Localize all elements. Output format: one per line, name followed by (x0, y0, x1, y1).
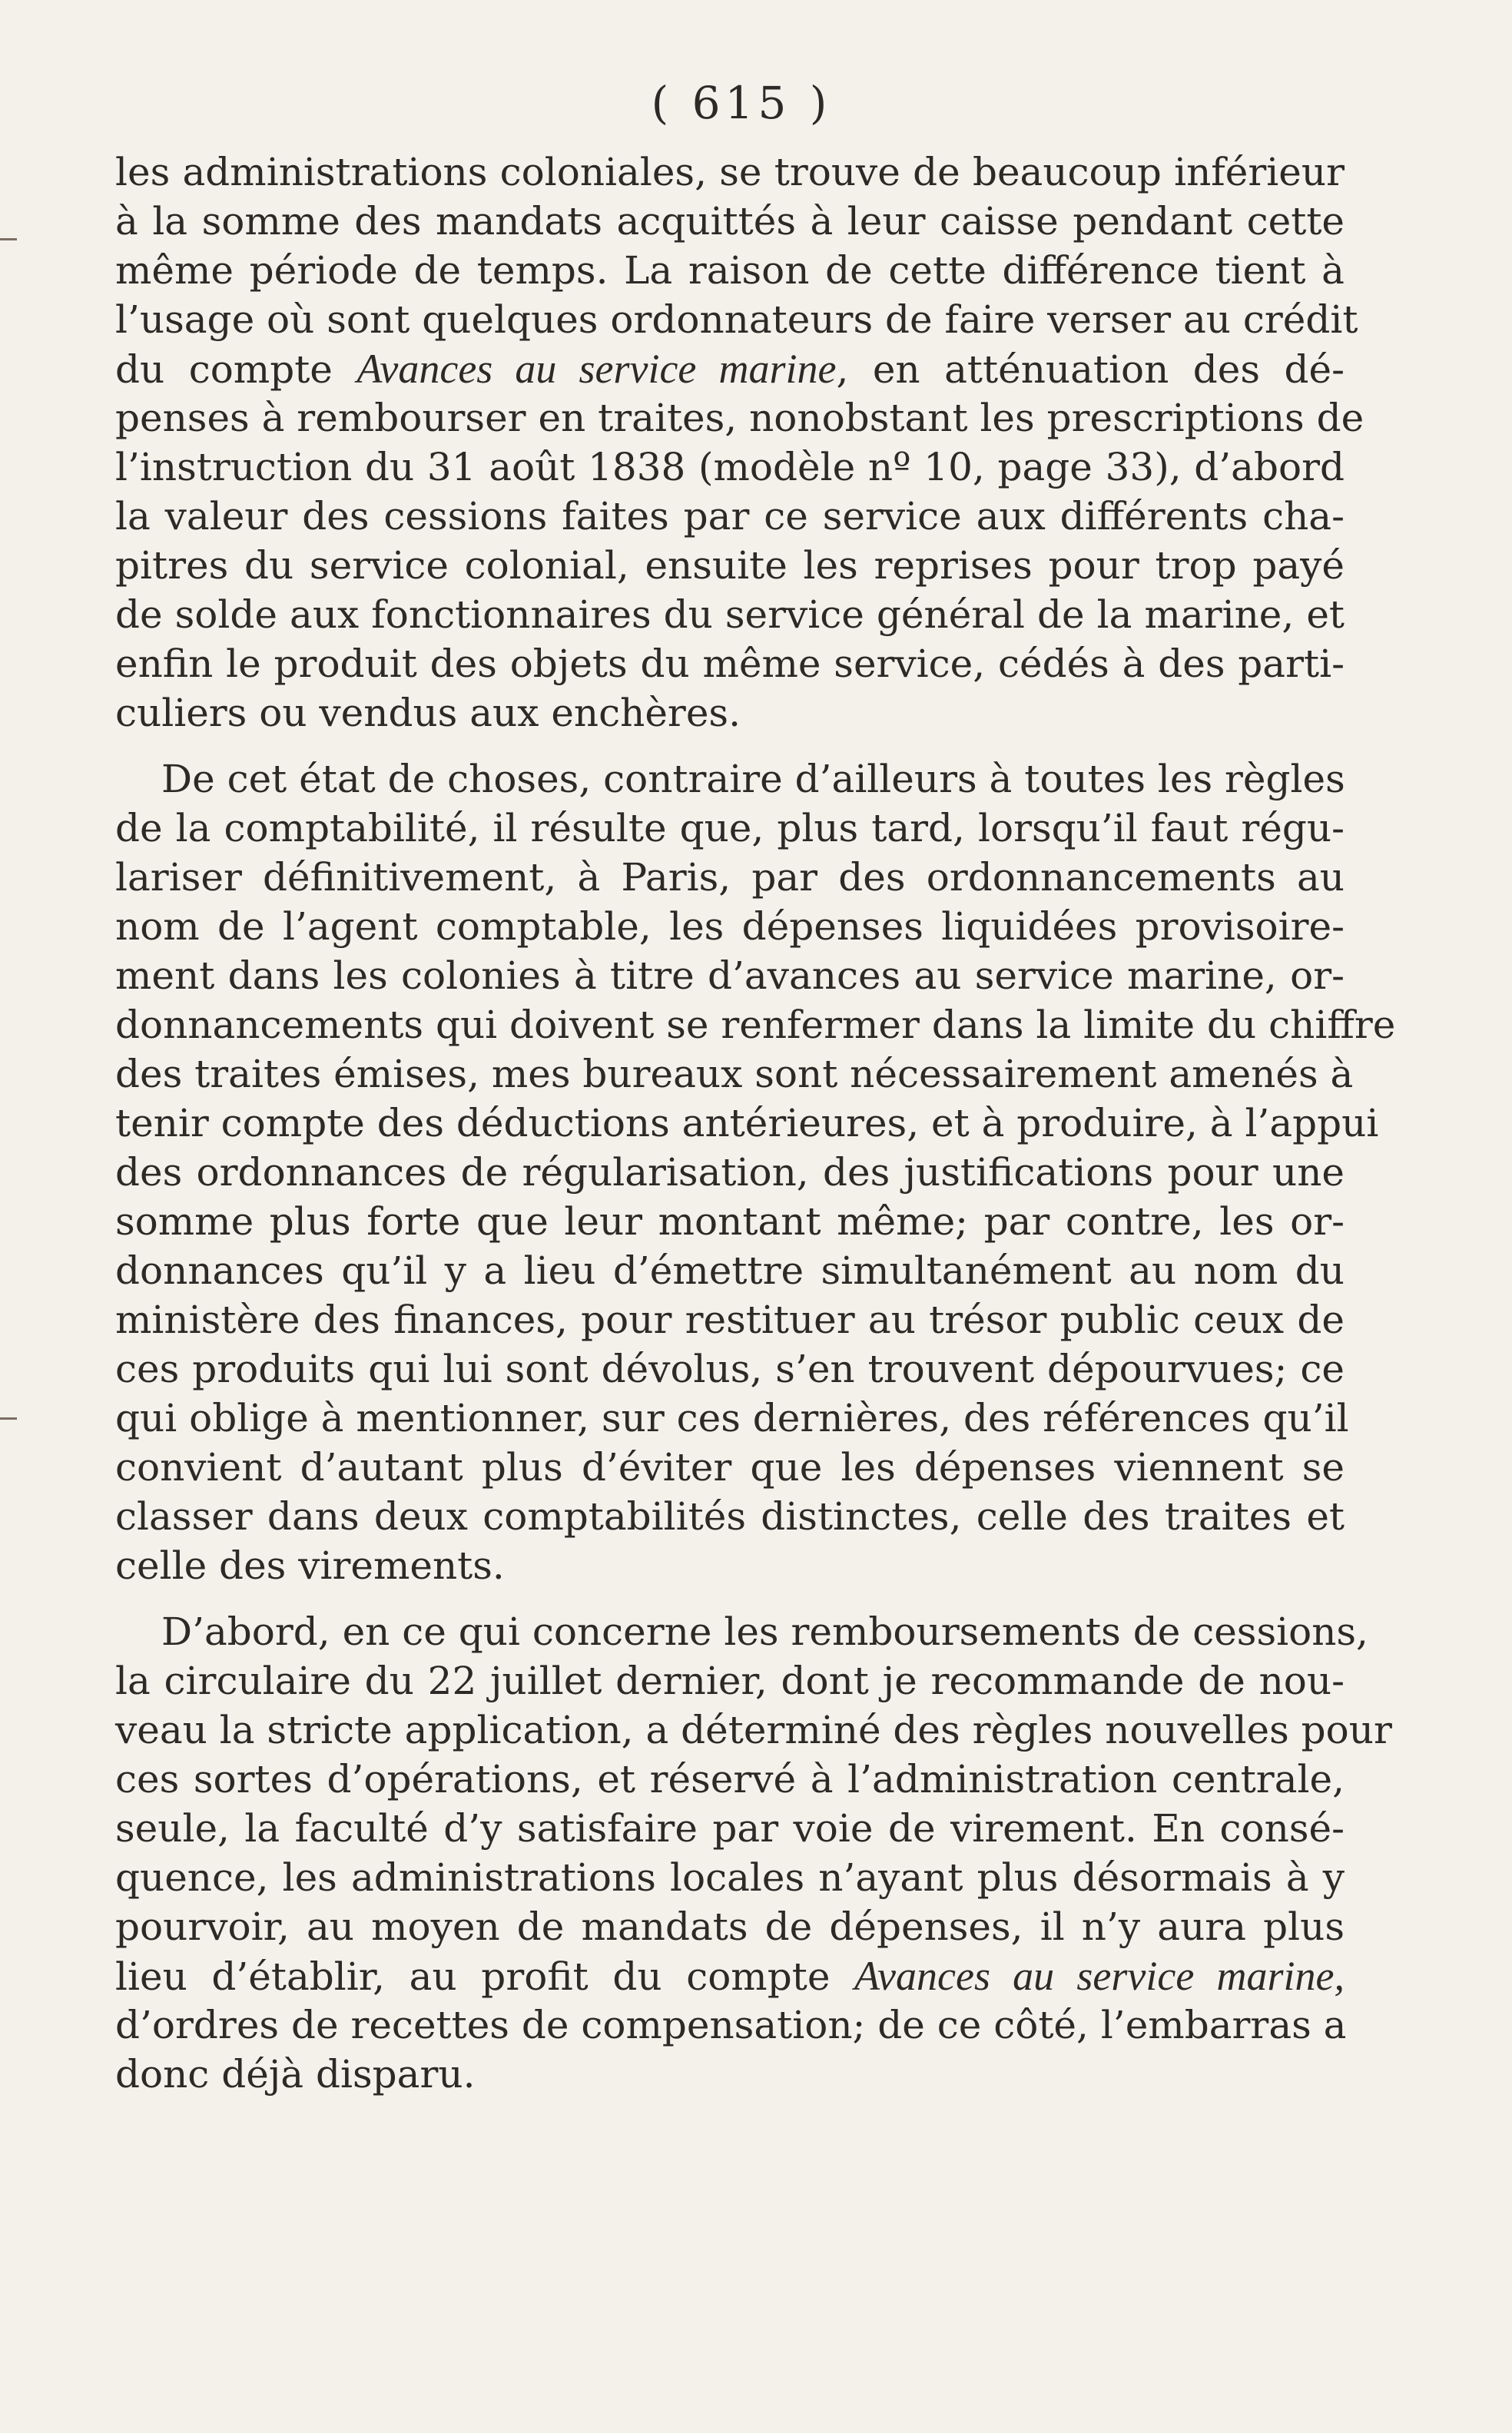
text-line: ces sortes d’opérations, et réservé à l’administration centrale, (115, 1757, 1345, 1802)
text-line: des traites émises, mes bureaux sont nécessairement amenés à (115, 1052, 1354, 1096)
text-line: les administrations coloniales, se trouve de beaucoup inférieur (115, 150, 1345, 194)
text-line: ment dans les colonies à titre d’avances au service marine, or- (115, 953, 1345, 998)
italic-account-name: Avances au service marine (356, 346, 837, 392)
text-line: convient d’autant plus d’éviter que les dépenses viennent se (115, 1445, 1345, 1490)
text-line: penses à rembourser en traites, nonobstant les prescriptions de (115, 396, 1364, 440)
text-line (115, 1951, 1345, 2000)
text-line: veau la stricte application, a déterminé des règles nouvelles pour (115, 1708, 1392, 1752)
body-text (115, 148, 1396, 2099)
book-page (115, 77, 1396, 2116)
page-number: ( 615 ) (651, 77, 832, 129)
text-line: seule, la faculté d’y satisfaire par voie de virement. En consé- (115, 1806, 1345, 1851)
text-line: classer dans deux comptabilités distinctes, celle des traites et (115, 1494, 1345, 1539)
text-line: nom de l’agent comptable, les dépenses liquidées provisoire- (115, 904, 1345, 949)
text-line: des ordonnances de régularisation, des justifications pour une (115, 1150, 1345, 1195)
text-line: à la somme des mandats acquittés à leur caisse pendant cette (115, 199, 1345, 244)
text-line: De cet état de choses, contraire d’ailleurs à toutes les règles (161, 757, 1345, 801)
margin-mark-top (0, 238, 17, 240)
text-line: de la comptabilité, il résulte que, plus tard, lorsqu’il faut régu- (115, 806, 1345, 850)
text-line: de solde aux fonctionnaires du service général de la marine, et (115, 592, 1345, 637)
paragraph (115, 754, 1396, 1590)
text-line: d’ordres de recettes de compensation; de ce côté, l’embarras a (115, 2003, 1347, 2047)
text-line: somme plus forte que leur montant même; par contre, les or- (115, 1199, 1345, 1244)
text-line: tenir compte des déductions antérieures, et à produire, à l’appui (115, 1101, 1379, 1145)
italic-account-name: Avances au service marine, (854, 1953, 1345, 1999)
text-line: enfin le produit des objets du même service, cédés à des parti- (115, 641, 1345, 686)
text-line: lariser définitivement, à Paris, par des ordonnancements au (115, 855, 1345, 900)
text-fragment: du compte (115, 347, 357, 392)
text-line: qui oblige à mentionner, sur ces dernières, des références qu’il (115, 1396, 1349, 1440)
text-line: la valeur des cessions faites par ce service aux différents cha- (115, 494, 1345, 539)
text-line: quence, les administrations locales n’ayant plus désormais à y (115, 1855, 1345, 1900)
text-line: D’abord, en ce qui concerne les remboursements de cessions, (161, 1609, 1368, 1654)
paragraph (115, 1607, 1392, 2099)
text-line: donnances qu’il y a lieu d’émettre simultanément au nom du (115, 1248, 1345, 1293)
text-line: celle des virements. (115, 1543, 505, 1588)
text-line: ministère des finances, pour restituer au trésor public ceux de (115, 1298, 1345, 1342)
text-line: pitres du service colonial, ensuite les reprises pour trop payé (115, 543, 1345, 588)
text-line: culiers ou vendus aux enchères. (115, 691, 741, 735)
text-line: la circulaire du 22 juillet dernier, dont je recommande de nou- (115, 1659, 1345, 1703)
text-line: donc déjà disparu. (115, 2052, 476, 2097)
text-line: l’instruction du 31 août 1838 (modèle nº 10, page 33), d’abord (115, 445, 1345, 489)
text-line: ces produits qui lui sont dévolus, s’en trouvent dépourvues; ce (115, 1347, 1345, 1391)
margin-mark-middle (0, 1417, 17, 1420)
text-line: pourvoir, au moyen de mandats de dépenses, il n’y aura plus (115, 1904, 1345, 1949)
text-line: donnancements qui doivent se renfermer dans la limite du chiffre (115, 1003, 1396, 1047)
text-line (115, 344, 1345, 393)
text-line: même période de temps. La raison de cette différence tient à (115, 248, 1345, 293)
text-fragment: lieu d’établir, au profit du compte (115, 1954, 855, 1999)
paragraph (115, 148, 1364, 738)
text-fragment: , en atténuation des dé- (836, 347, 1345, 392)
text-line: l’usage où sont quelques ordonnateurs de faire verser au crédit (115, 297, 1358, 342)
